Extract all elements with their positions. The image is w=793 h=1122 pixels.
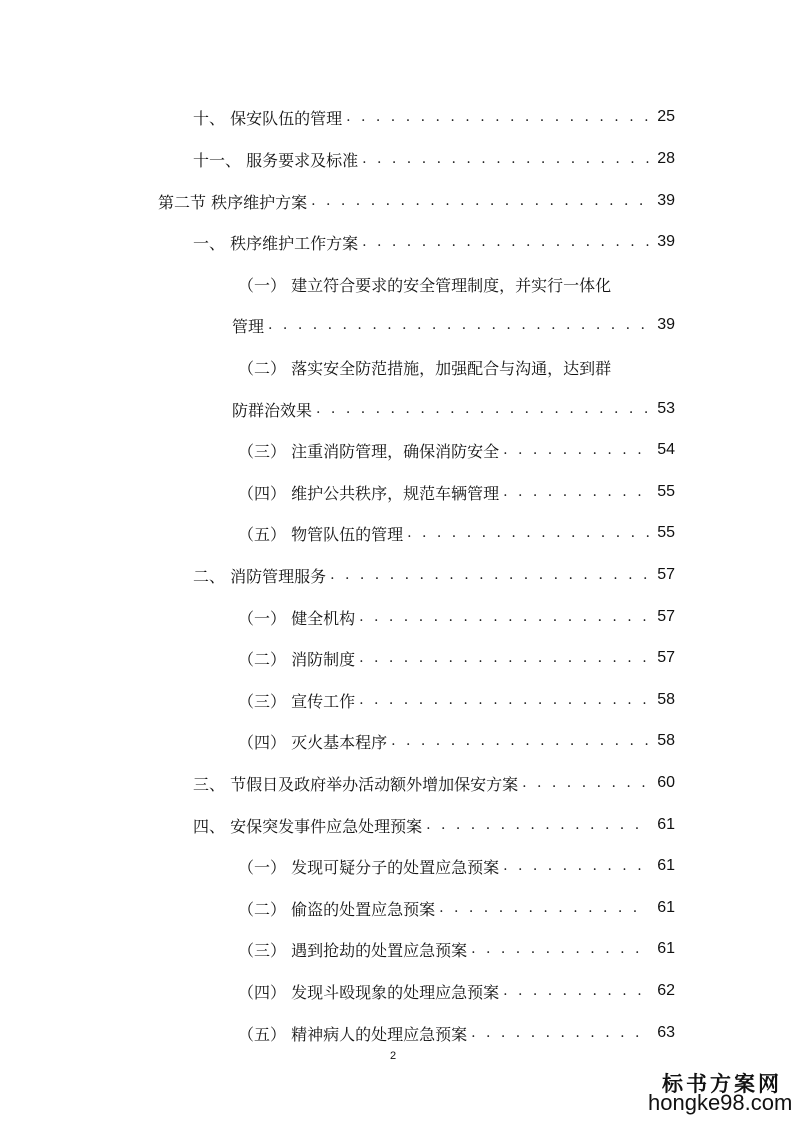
toc-entry[interactable]	[193, 810, 675, 840]
toc-entry[interactable]	[238, 602, 675, 632]
toc-entry[interactable]	[193, 144, 675, 174]
toc-page-number: 53	[657, 400, 675, 417]
toc-leader-dots	[359, 692, 649, 708]
toc-entry-text: 十一、 服务要求及标准	[193, 150, 359, 170]
toc-entry[interactable]	[193, 102, 675, 132]
toc-leader-dots	[471, 941, 649, 957]
toc-leader-dots	[311, 193, 649, 209]
toc-page-number: 57	[657, 649, 675, 666]
toc-entry[interactable]	[238, 726, 675, 756]
toc-entry-text: （四） 灭火基本程序	[238, 732, 388, 752]
toc-entry[interactable]	[238, 477, 675, 507]
toc-entry[interactable]	[238, 643, 675, 673]
toc-entry[interactable]	[238, 435, 675, 465]
toc-page-number: 62	[657, 982, 675, 999]
toc-page-number: 39	[657, 233, 675, 250]
toc-page-number: 57	[657, 566, 675, 583]
toc-entry-text: 一、 秩序维护工作方案	[193, 233, 359, 253]
watermark-logo-text: 标书方案网	[662, 1072, 782, 1096]
toc-entry[interactable]	[238, 893, 675, 923]
toc-leader-dots	[426, 817, 649, 833]
toc-leader-dots	[359, 609, 649, 625]
toc-entry-text: （二） 消防制度	[238, 649, 356, 669]
toc-entry-text: 三、 节假日及政府举办活动额外增加保安方案	[193, 774, 519, 794]
toc-leader-dots	[391, 733, 649, 749]
toc-entry[interactable]	[238, 976, 675, 1006]
toc-page-number: 58	[657, 691, 675, 708]
toc-entry[interactable]	[193, 768, 675, 798]
toc-entry-text: （一） 建立符合要求的安全管理制度，并实行一体化	[238, 275, 612, 295]
toc-leader-dots	[362, 234, 649, 250]
toc-page-number: 55	[657, 524, 675, 541]
toc-page-number: 60	[657, 774, 675, 791]
toc-entry-text: 二、 消防管理服务	[193, 566, 327, 586]
toc-entry[interactable]	[238, 518, 675, 548]
toc-entry-text: （一） 健全机构	[238, 608, 356, 628]
toc-leader-dots	[407, 525, 649, 541]
toc-page-number: 63	[657, 1024, 675, 1041]
toc-entry-text: 管理	[232, 316, 265, 336]
toc-entry-text: （三） 遇到抢劫的处置应急预案	[238, 940, 468, 960]
toc-entry[interactable]	[238, 934, 675, 964]
toc-leader-dots	[346, 109, 649, 125]
toc-entry[interactable]	[238, 685, 675, 715]
toc-entry-text: （四） 发现斗殴现象的处理应急预案	[238, 982, 500, 1002]
toc-leader-dots	[439, 900, 649, 916]
toc-page-number: 58	[657, 732, 675, 749]
toc-entry[interactable]	[238, 269, 675, 299]
toc-entry-text: （五） 物管队伍的管理	[238, 524, 404, 544]
toc-entry[interactable]	[158, 186, 675, 216]
toc-page-number: 25	[657, 108, 675, 125]
toc-entry[interactable]	[193, 227, 675, 257]
toc-entry[interactable]	[238, 352, 675, 382]
page-number: 2	[390, 1050, 397, 1062]
toc-entry-continued[interactable]	[232, 394, 675, 424]
toc-entry-text: 防群治效果	[232, 400, 313, 420]
toc-leader-dots	[471, 1025, 649, 1041]
toc-entry-text: 第二节 秩序维护方案	[158, 192, 308, 212]
toc-page-number: 39	[657, 192, 675, 209]
toc-leader-dots	[503, 442, 649, 458]
toc-leader-dots	[522, 775, 649, 791]
toc-entry-text: （二） 落实安全防范措施，加强配合与沟通，达到群	[238, 358, 612, 378]
toc-page-number: 61	[657, 857, 675, 874]
toc-leader-dots	[362, 151, 649, 167]
toc-leader-dots	[359, 650, 649, 666]
toc-page-number: 61	[657, 940, 675, 957]
toc-entry[interactable]	[193, 560, 675, 590]
toc-page-number: 28	[657, 150, 675, 167]
toc-entry-text: （五） 精神病人的处理应急预案	[238, 1024, 468, 1044]
toc-leader-dots	[330, 567, 649, 583]
watermark-url: hongke98.com	[648, 1090, 793, 1115]
toc-entry[interactable]	[238, 851, 675, 881]
toc-page-number: 54	[657, 441, 675, 458]
toc-leader-dots	[503, 858, 649, 874]
toc-entry-continued[interactable]	[232, 310, 675, 340]
toc-page-number: 55	[657, 483, 675, 500]
toc-leader-dots	[503, 484, 649, 500]
toc-leader-dots	[316, 401, 649, 417]
toc-page-number: 61	[657, 816, 675, 833]
toc-leader-dots	[268, 317, 649, 333]
toc-page-number: 39	[657, 316, 675, 333]
toc-entry-text: （四） 维护公共秩序，规范车辆管理	[238, 483, 500, 503]
toc-page-number: 61	[657, 899, 675, 916]
toc-entry-text: （三） 注重消防管理，确保消防安全	[238, 441, 500, 461]
toc-entry-text: 四、 安保突发事件应急处理预案	[193, 816, 423, 836]
toc-leader-dots	[503, 983, 649, 999]
toc-entry-text: 十、 保安队伍的管理	[193, 108, 343, 128]
toc-page-number: 57	[657, 608, 675, 625]
toc-entry-text: （二） 偷盗的处置应急预案	[238, 899, 436, 919]
toc-entry-text: （三） 宣传工作	[238, 691, 356, 711]
toc-entry-text: （一） 发现可疑分子的处置应急预案	[238, 857, 500, 877]
toc-entry[interactable]	[238, 1018, 675, 1048]
